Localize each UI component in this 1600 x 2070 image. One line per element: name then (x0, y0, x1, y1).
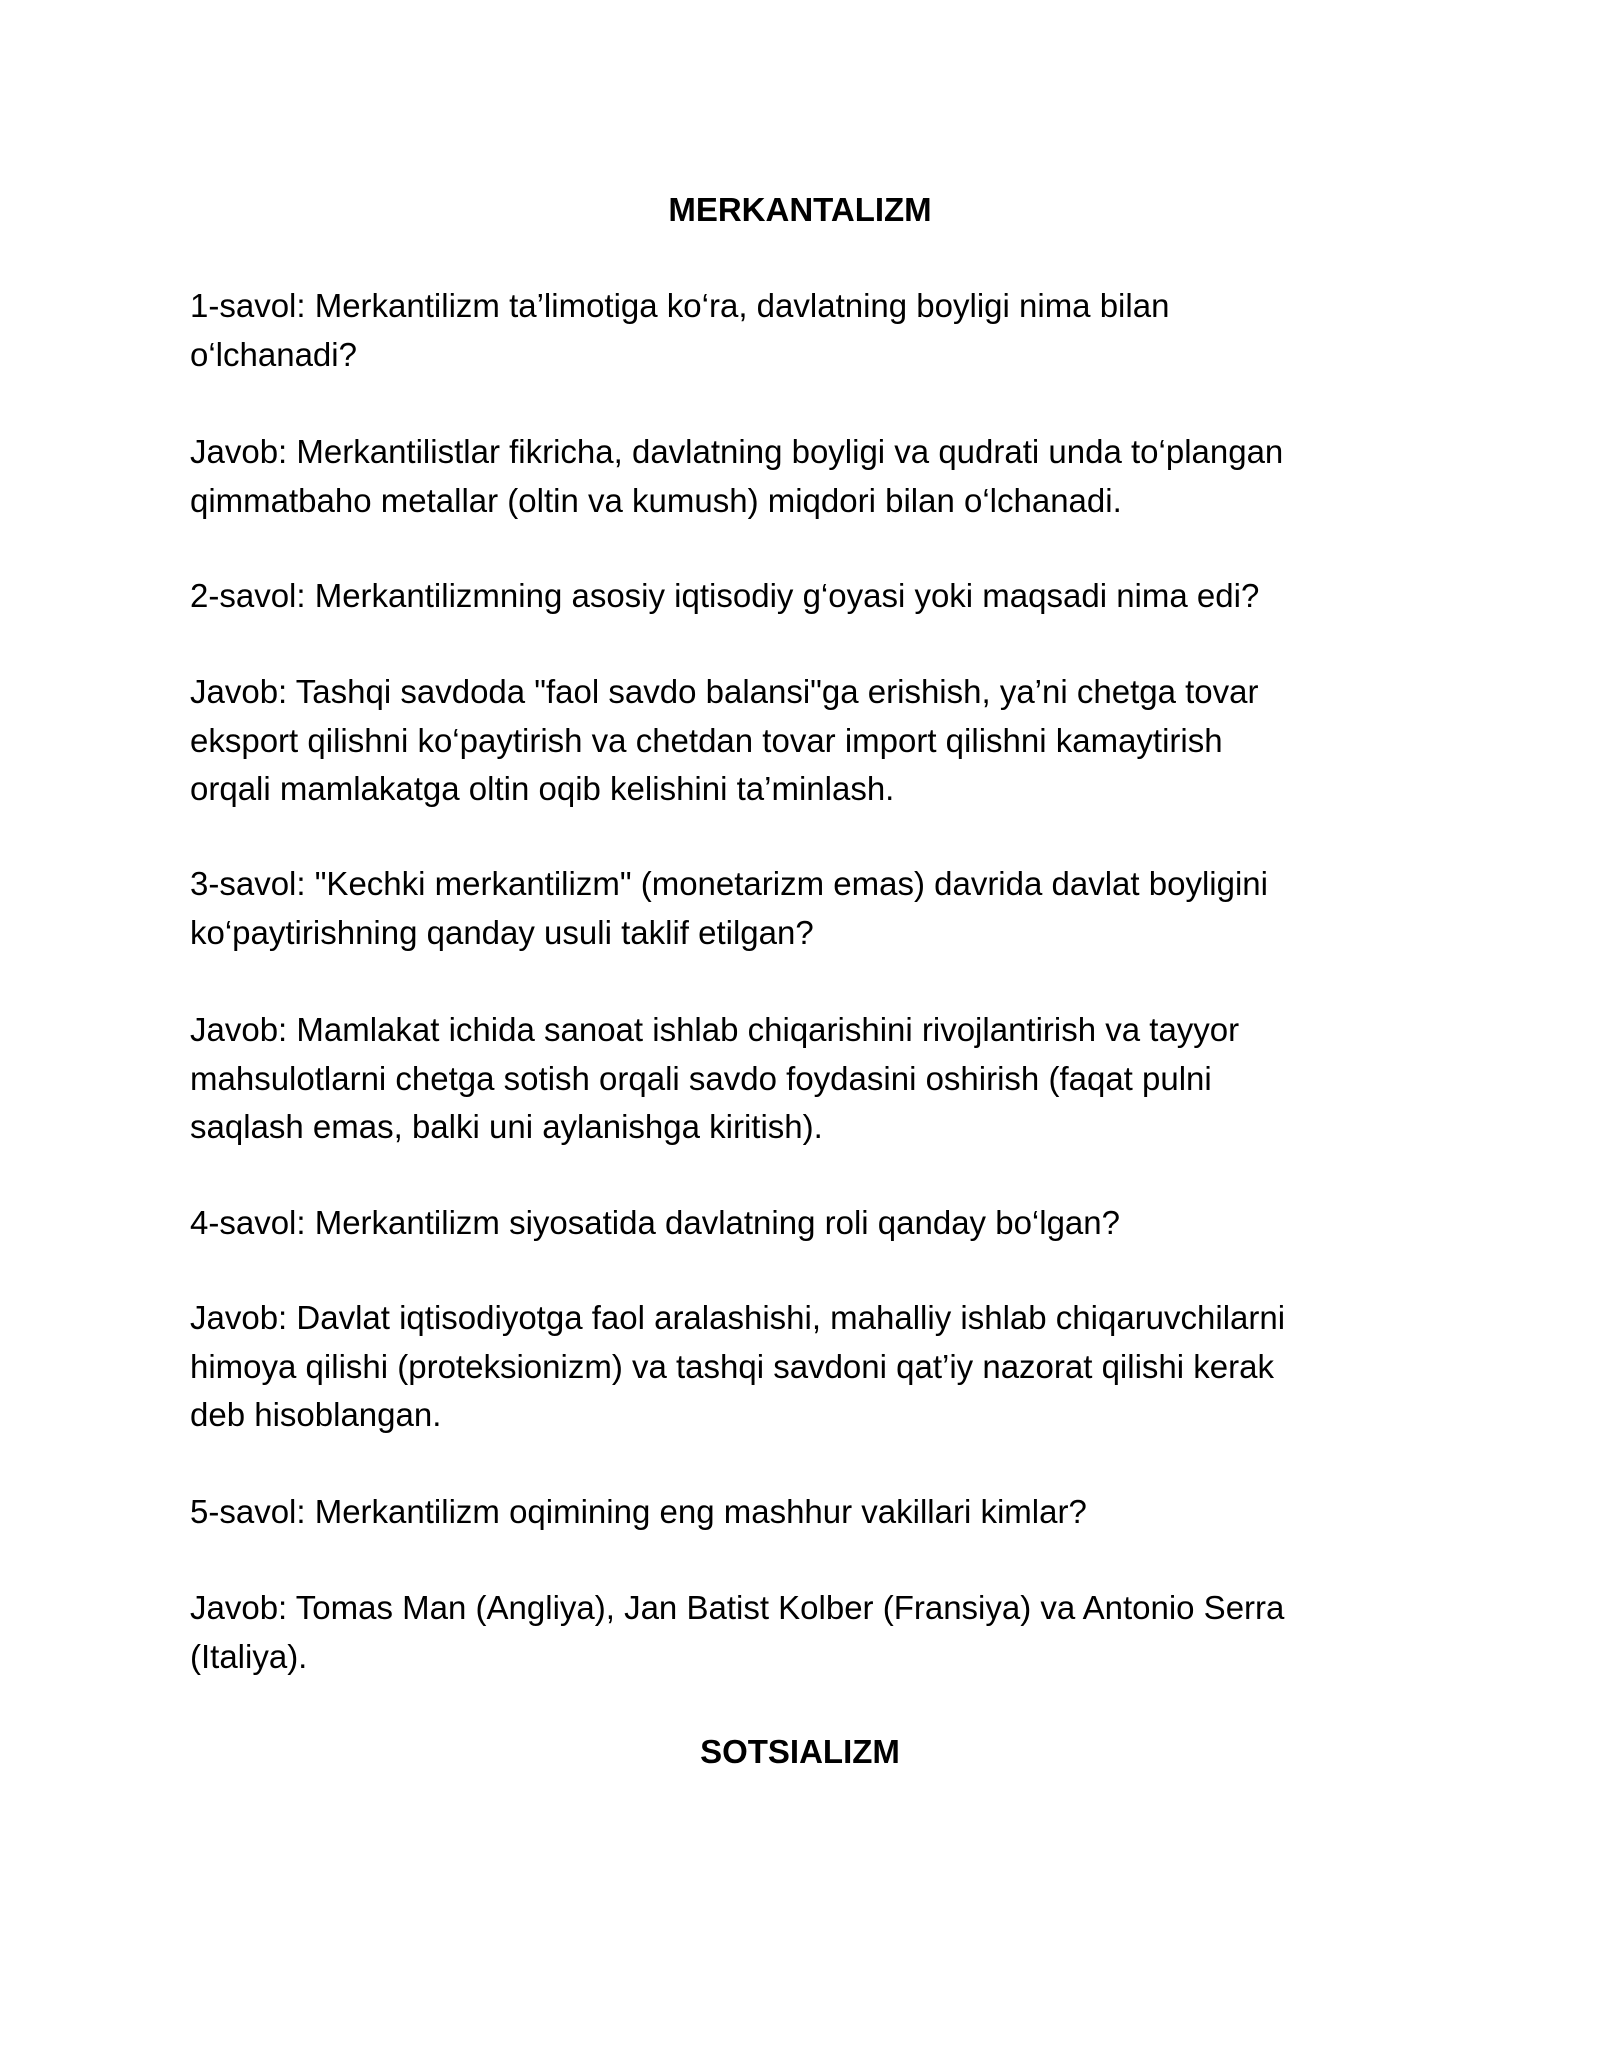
question-5-line-1: 5-savol: Merkantilizm oqimining eng mashhur vakillari kimlar? (190, 1493, 1087, 1530)
answer-2-line-1: Javob: Tashqi savdoda "faol savdo balansi"ga erishish, ya’ni chetga tovar (190, 673, 1259, 710)
question-1-line-1: 1-savol: Merkantilizm ta’limotiga ko‘ra, davlatning boyligi nima bilan (190, 287, 1170, 324)
question-1-line-2: o‘lchanadi? (190, 335, 357, 373)
answer-3-line-2: mahsulotlarni chetga sotish orqali savdo foydasini oshirish (faqat pulni (190, 1059, 1212, 1097)
answer-2 (190, 668, 1430, 814)
question-4 (190, 1199, 1430, 1248)
answer-3-line-1: Javob: Mamlakat ichida sanoat ishlab chiqarishini rivojlantirish va tayyor (190, 1011, 1240, 1048)
answer-5 (190, 1584, 1430, 1681)
answer-1-line-2: qimmatbaho metallar (oltin va kumush) miqdori bilan o‘lchanadi. (190, 481, 1122, 519)
answer-4-line-3: deb hisoblangan. (190, 1396, 442, 1433)
answer-2-line-2: eksport qilishni ko‘paytirish va chetdan tovar import qilishni kamaytirish (190, 721, 1223, 759)
section-heading-sotsializm: SOTSIALIZM (700, 1733, 900, 1770)
question-3-line-1: 3-savol: "Kechki merkantilizm" (monetarizm emas) davrida davlat boyligini (190, 865, 1268, 902)
answer-4 (190, 1294, 1430, 1440)
answer-5-line-2: (Italiya). (190, 1637, 308, 1675)
answer-1-line-1: Javob: Merkantilistlar fikricha, davlatning boyligi va qudrati unda to‘plangan (190, 433, 1284, 470)
answer-1 (190, 428, 1430, 525)
question-4-line-1: 4-savol: Merkantilizm siyosatida davlatning roli qanday bo‘lgan? (190, 1204, 1120, 1241)
answer-4-line-1: Javob: Davlat iqtisodiyotga faol aralashishi, mahalliy ishlab chiqaruvchilarni (190, 1299, 1286, 1336)
answer-4-line-2: himoya qilishi (proteksionizm) va tashqi savdoni qat’iy nazorat qilishi kerak (190, 1347, 1274, 1385)
answer-3 (190, 1006, 1430, 1152)
question-3 (190, 860, 1430, 957)
section-heading-merkantalizm: MERKANTALIZM (668, 191, 932, 228)
question-2-line-1: 2-savol: Merkantilizmning asosiy iqtisodiy g‘oyasi yoki maqsadi nima edi? (190, 577, 1260, 614)
answer-2-line-3: orqali mamlakatga oltin oqib kelishini ta’minlash. (190, 770, 895, 807)
answer-3-line-3: saqlash emas, balki uni aylanishga kiritish). (190, 1108, 823, 1145)
answer-5-line-1: Javob: Tomas Man (Angliya), Jan Batist Kolber (Fransiya) va Antonio Serra (190, 1589, 1285, 1626)
question-3-line-2: ko‘paytirishning qanday usuli taklif etilgan? (190, 913, 814, 951)
question-5 (190, 1488, 1430, 1537)
question-1 (190, 282, 1430, 379)
question-2 (190, 572, 1430, 621)
